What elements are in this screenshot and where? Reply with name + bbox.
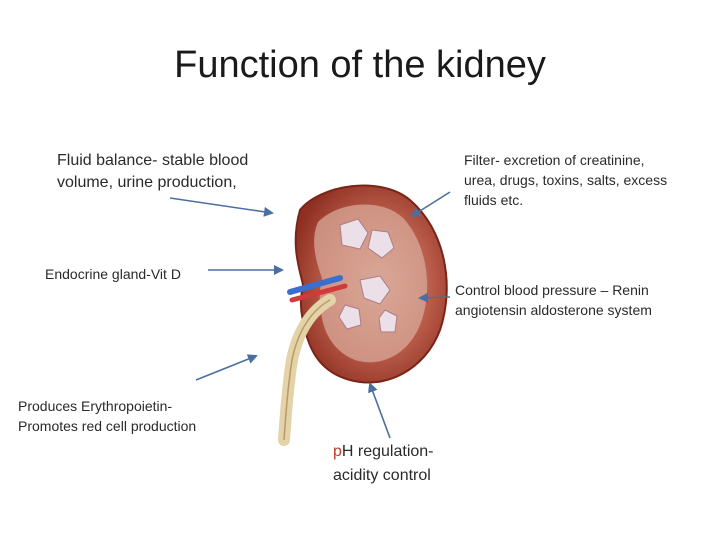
ph-text: H regulation- bbox=[341, 443, 434, 460]
kidney-illustration bbox=[284, 186, 447, 440]
label-line: volume, urine production, bbox=[57, 174, 237, 191]
label-fluid-balance bbox=[57, 150, 248, 194]
label-line: Control blood pressure – Renin bbox=[455, 282, 649, 298]
label-endocrine: Endocrine gland-Vit D bbox=[45, 266, 181, 282]
label-blood-pressure bbox=[455, 280, 652, 320]
arrow-epo bbox=[196, 356, 256, 380]
arrow-bp bbox=[420, 297, 450, 298]
ph-prefix: p bbox=[333, 443, 342, 460]
page-title: Function of the kidney bbox=[174, 44, 546, 86]
label-line bbox=[333, 440, 434, 464]
arrow-ph bbox=[370, 384, 390, 438]
label-line: urea, drugs, toxins, salts, excess bbox=[464, 172, 668, 188]
label-line: Fluid balance- stable blood bbox=[57, 152, 249, 169]
label-line: acidity control bbox=[333, 467, 431, 484]
label-line: angiotensin aldosterone system bbox=[455, 302, 652, 318]
label-filter bbox=[464, 150, 667, 210]
arrow-fluid bbox=[170, 198, 272, 213]
label-line: Produces Erythropoietin- bbox=[18, 398, 173, 414]
label-line: fluids etc. bbox=[464, 192, 524, 208]
label-ph-regulation bbox=[333, 440, 434, 488]
label-erythropoietin bbox=[18, 396, 196, 436]
arrow-filter bbox=[412, 192, 450, 216]
label-line: Promotes red cell production bbox=[18, 418, 197, 434]
label-line: Filter- excretion of creatinine, bbox=[464, 152, 645, 168]
